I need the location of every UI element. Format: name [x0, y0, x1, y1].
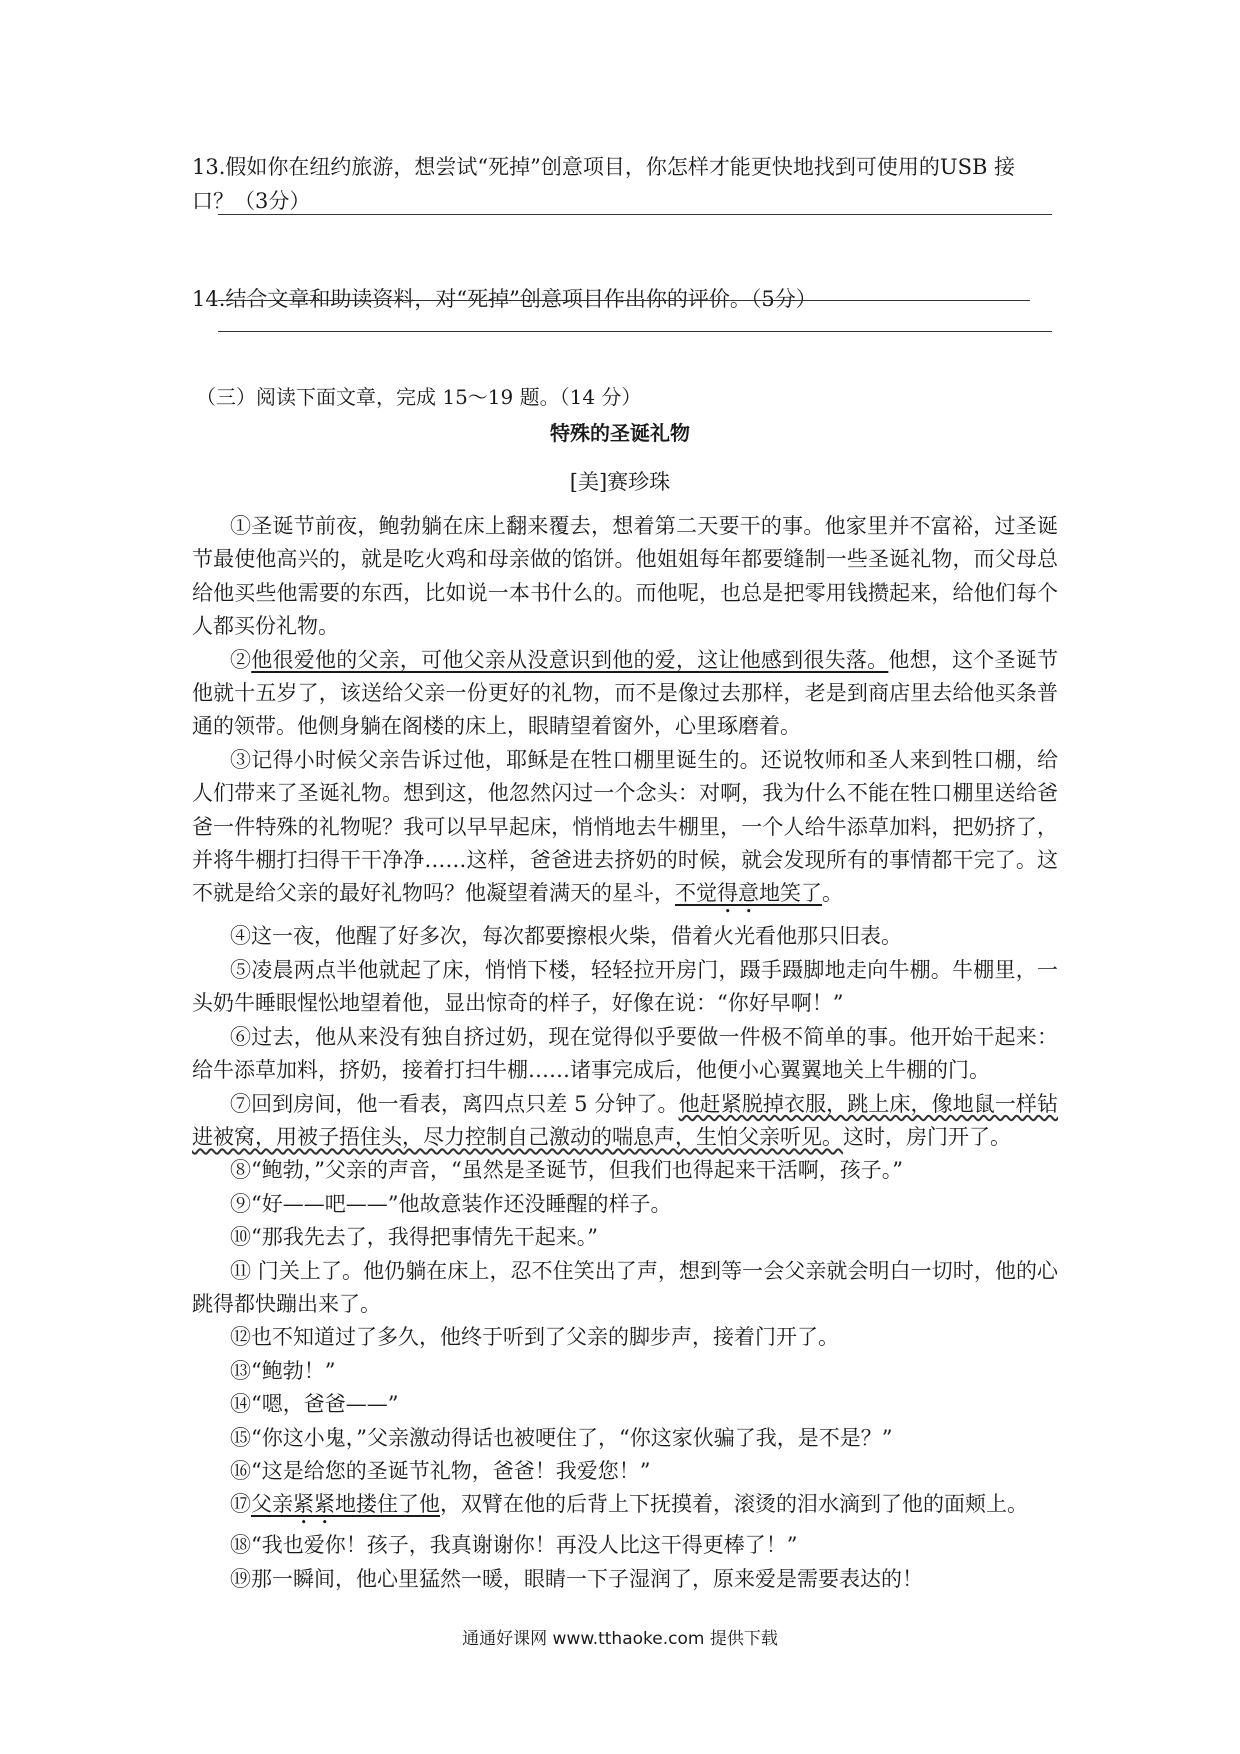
- paragraph-7: [192, 1088, 1058, 1155]
- paragraph-14: ⑭“嗯，爸爸——”: [230, 1392, 399, 1417]
- paragraph-13: ⑬“鲍勃！”: [230, 1358, 336, 1383]
- story-author: [美]赛珍珠: [569, 470, 671, 494]
- section-header: （三）阅读下面文章，完成 15～19 题。（14 分）: [196, 385, 642, 409]
- paragraph-4: ④这一夜，他醒了好多次，每次都要擦根火柴，借着火光看他那只旧表。: [230, 924, 902, 949]
- question-13: 13.假如你在纽约旅游，想尝试“死掉”创意项目，你怎样才能更快地找到可使用的USB 接口？（3分）: [192, 155, 1016, 213]
- paragraph-1: ①圣诞节前夜，鲍勃躺在床上翻来覆去，想着第二天要干的事。他家里并不富裕，过圣诞节最使他高兴的，就是吃火鸡和母亲做的馅饼。他姐姐每年都要缝制一些圣诞礼物，而父母总给他买些他需要的东西，比如说一本书什么的。而他呢，也总是把零用钱攒起来，给他们每个人都买份礼物。: [192, 514, 1058, 639]
- paragraph-15: ⑮“你这小鬼，”父亲激动得话也被哽住了，“你这家伙骗了我，是不是？”: [230, 1425, 893, 1450]
- underlined-sentence: 他很爱他的父亲，可他父亲从没意识到他的爱，这让他感到很失落。: [251, 647, 889, 672]
- underlined-text: 地笑了: [759, 881, 822, 906]
- dotted-emphasis: 紧紧: [293, 1492, 335, 1517]
- paragraph-text: ③记得小时候父亲告诉过他，耶稣是在牲口棚里诞生的。还说牧师和圣人来到牲口棚，给人们带来了圣诞礼物。想到这，他忽然闪过一个念头：对啊，我为什么不能在牲口棚里送给爸爸一件特殊的礼物呢？我可以早早起床，悄悄地去牛棚里，一个人给牛添草加料，把奶挤了，并将牛棚打扫得干干净净……这样，爸爸进去挤奶的时候，就会发现所有的事情都干完了。这不就是给父亲的最好礼物吗？他凝望着满天的星斗，: [192, 747, 1058, 906]
- paragraph-16: ⑯“这是给您的圣诞节礼物，爸爸！我爱您！”: [230, 1458, 651, 1483]
- paragraph-text: ⑦回到房间，他一看表，离四点只差 5 分钟了。: [230, 1091, 679, 1116]
- paragraph-text: 。: [822, 881, 843, 906]
- paragraph-11: ⑪ 门关上了。他仍躺在床上，忍不住笑出了声，想到等一会父亲就会明白一切时，他的心跳得都快蹦出来了。: [192, 1258, 1058, 1316]
- answer-line-q14-2: [218, 331, 1052, 332]
- paragraph-9: ⑨“好——吧——”他故意装作还没睡醒的样子。: [230, 1191, 672, 1216]
- paragraph-6: ⑥过去，他从来没有独自挤过奶，现在觉得似乎要做一件极不简单的事。他开始干起来：给牛添草加料，挤奶，接着打扫牛棚……诸事完成后，他便小心翼翼地关上牛棚的门。: [192, 1024, 1058, 1083]
- wavy-underlined-sentence: 他赶紧脱掉衣服，跳上床，像地鼠一样钻进被窝，用被子捂住头，尽力控制自己激动的喘息声，生怕父亲听见。: [192, 1091, 1058, 1149]
- underlined-phrase: [675, 881, 822, 905]
- paragraph-12: ⑫也不知道过了多久，他终于听到了父亲的脚步声，接着门开了。: [230, 1325, 839, 1350]
- underlined-phrase: [251, 1492, 440, 1516]
- paragraph-19: ⑲那一瞬间，他心里猛然一暖，眼睛一下子湿润了，原来爱是需要表达的！: [230, 1566, 923, 1591]
- paragraph-number: ⑰: [230, 1492, 251, 1517]
- page-footer: 通通好课网 www.tthaoke.com 提供下载: [462, 1629, 778, 1649]
- paragraph-8: ⑧“鲍勃，”父亲的声音，“虽然是圣诞节，但我们也得起来干活啊，孩子。”: [230, 1158, 903, 1183]
- paragraph-18: ⑱“我也爱你！孩子，我真谢谢你！再没人比这干得更棒了！”: [230, 1533, 798, 1558]
- dotted-emphasis: 得意: [717, 881, 759, 906]
- story-body: [192, 510, 1058, 1596]
- paragraph-text: 他想，这个圣诞节他就十五岁了，该送给父亲一份更好的礼物，而不是像过去那样，老是到商店里去给他买条普通的领带。他侧身躺在阁楼的床上，眼睛望着窗外，心里琢磨着。: [192, 647, 1059, 739]
- paragraph-10: ⑩“那我先去了，我得把事情先干起来。”: [230, 1225, 598, 1250]
- paragraph-5: ⑤凌晨两点半他就起了床，悄悄下楼，轻轻拉开房门，蹑手蹑脚地走向牛棚。牛棚里，一头奶牛睡眼惺忪地望着他，显出惊奇的样子，好像在说：“你好早啊！”: [192, 957, 1058, 1016]
- paragraph-text: 这时，房门开了。: [843, 1124, 1011, 1149]
- story-title: 特殊的圣诞礼物: [550, 421, 690, 445]
- paragraph-3: [192, 744, 1058, 919]
- paragraph-17: [192, 1488, 1058, 1529]
- underlined-text: 不觉: [675, 881, 717, 906]
- underlined-text: 地搂住了他: [335, 1492, 440, 1517]
- answer-line-q14-1: [218, 300, 1030, 301]
- question-14: 14.结合文章和助读资料，对“死掉”创意项目作出你的评价。（5分）: [192, 287, 817, 311]
- underlined-text: 父亲: [251, 1492, 293, 1517]
- paragraph-2: [192, 644, 1058, 744]
- answer-line-q13: [218, 214, 1052, 215]
- paragraph-text: ，双臂在他的后背上下抚摸着，滚烫的泪水滴到了他的面颊上。: [440, 1492, 1028, 1517]
- paragraph-number: ②: [230, 647, 252, 672]
